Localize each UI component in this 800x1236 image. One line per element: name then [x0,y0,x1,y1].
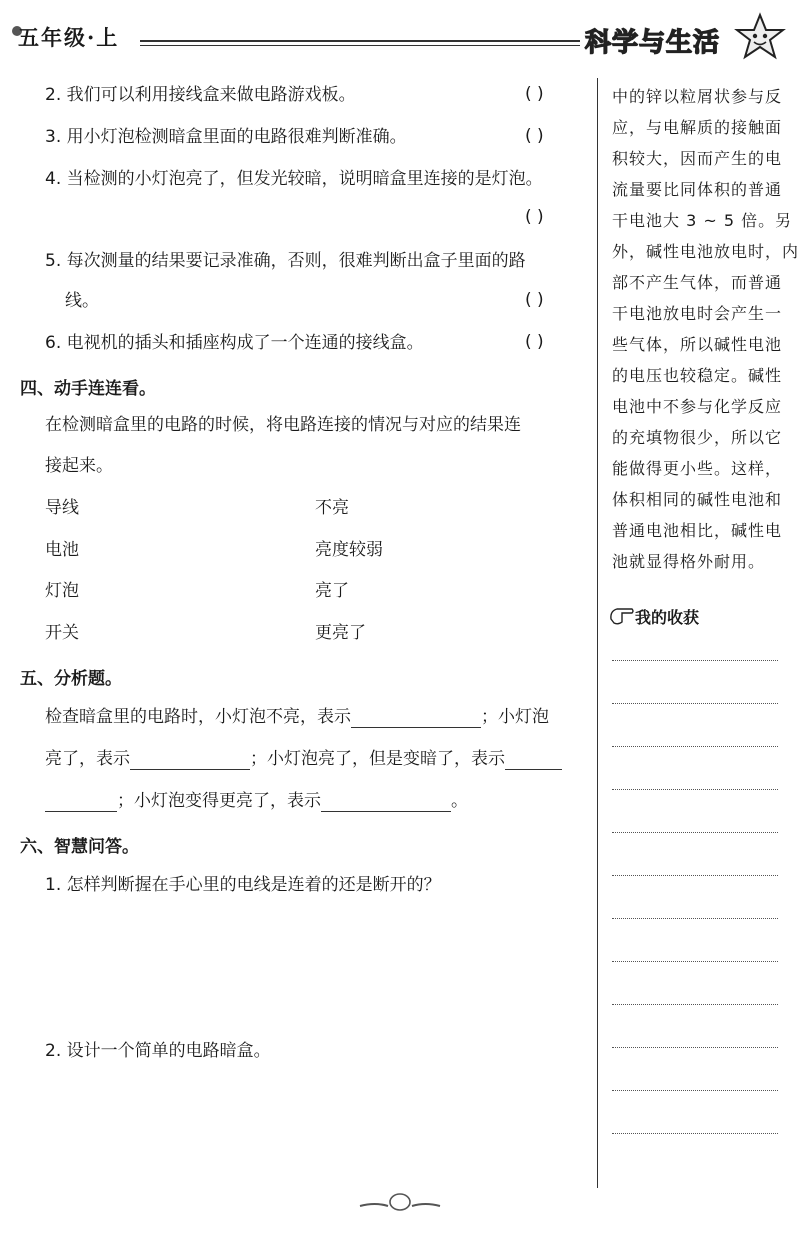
star-mascot-icon [732,12,788,62]
sidebar-text-line: 积较大，因而产生的电 [612,149,783,168]
answer-blank[interactable] [351,709,481,728]
analysis-text: ；小灯泡亮了，但是变暗了，表示 [250,749,505,769]
analysis-text: 。 [451,791,468,811]
analysis-text: 检查暗盒里的电路时，小灯泡不亮，表示 [45,707,351,727]
answer-blank[interactable] [130,751,250,770]
answer-area-1[interactable] [45,905,585,1025]
page-number-ornament [350,1192,450,1216]
sidebar-divider [597,78,598,1188]
answer-area-2[interactable] [45,1070,585,1180]
match-right-item[interactable]: 不亮 [315,498,349,518]
harvest-writing-line[interactable] [612,1004,778,1005]
header-rule-thin [140,45,580,46]
match-left-item[interactable]: 电池 [45,540,79,560]
judge-item-5-cont: 线。 [65,291,99,311]
sidebar-text-line: 流量要比同体积的普通 [612,180,783,199]
sidebar-text-line: 干电池放电时会产生一 [612,304,783,323]
harvest-writing-line[interactable] [612,660,778,661]
answer-paren[interactable]: ( ) [525,207,544,227]
grade-label: 五年级·上 [18,25,120,50]
section-title-4: 四、动手连连看。 [20,379,156,399]
question-2: 2. 设计一个简单的电路暗盒。 [45,1041,271,1061]
answer-paren[interactable]: ( ) [525,126,544,146]
question-1: 1. 怎样判断握在手心里的电线是连着的还是断开的？ [45,875,441,895]
match-left-item[interactable]: 导线 [45,498,79,518]
answer-paren[interactable]: ( ) [525,84,544,104]
header-rule [140,40,580,42]
match-right-item[interactable]: 亮度较弱 [315,540,383,560]
sidebar-text-line: 普通电池相比，碱性电 [612,521,783,540]
series-title: 科学与生活 [585,28,721,58]
answer-paren[interactable]: ( ) [525,332,544,352]
harvest-writing-line[interactable] [612,703,778,704]
judge-item-4: 4. 当检测的小灯泡亮了，但发光较暗，说明暗盒里连接的是灯泡。 [45,169,543,189]
match-right-item[interactable]: 更亮了 [315,623,366,643]
harvest-writing-line[interactable] [612,875,778,876]
harvest-writing-line[interactable] [612,1047,778,1048]
judge-item-6: 6. 电视机的插头和插座构成了一个连通的接线盒。 [45,333,424,353]
judge-item-2: 2. 我们可以利用接线盒来做电路游戏板。 [45,85,356,105]
pointing-hand-icon [608,603,636,627]
sidebar-text-line: 的电压也较稳定。碱性 [612,366,783,385]
analysis-text: ；小灯泡 [481,707,549,727]
judge-item-3: 3. 用小灯泡检测暗盒里面的电路很难判断准确。 [45,127,407,147]
sidebar-text-line: 部不产生气体，而普通 [612,273,783,292]
answer-blank[interactable] [321,793,451,812]
analysis-line-2 [45,748,562,770]
analysis-text: 亮了，表示 [45,749,130,769]
sidebar-text-line: 池就显得格外耐用。 [612,552,766,571]
harvest-writing-line[interactable] [612,1090,778,1091]
section-title-5: 五、分析题。 [20,669,122,689]
harvest-title: 我的收获 [635,608,700,627]
match-right-item[interactable]: 亮了 [315,581,349,601]
match-left-item[interactable]: 开关 [45,623,79,643]
judge-item-5: 5. 每次测量的结果要记录准确，否则，很难判断出盒子里面的路 [45,251,526,271]
answer-blank[interactable] [45,793,117,812]
sidebar-text-line: 干电池大 3 ~ 5 倍。另 [612,211,793,230]
harvest-writing-line[interactable] [612,918,778,919]
harvest-writing-line[interactable] [612,1133,778,1134]
section-title-6: 六、智慧问答。 [20,837,139,857]
analysis-line-3 [45,790,468,812]
match-left-item[interactable]: 灯泡 [45,581,79,601]
harvest-writing-line[interactable] [612,961,778,962]
sidebar-text-line: 电池中不参与化学反应 [612,397,783,416]
harvest-writing-line[interactable] [612,746,778,747]
sidebar-text-line: 体积相同的碱性电池和 [612,490,783,509]
sidebar-text-line: 应，与电解质的接触面 [612,118,783,137]
harvest-writing-line[interactable] [612,789,778,790]
sidebar-text-line: 的充填物很少，所以它 [612,428,783,447]
analysis-text: ；小灯泡变得更亮了，表示 [117,791,321,811]
answer-blank[interactable] [505,751,562,770]
sidebar-text-line: 外，碱性电池放电时，内 [612,242,800,261]
analysis-line-1 [45,706,549,728]
sidebar-text-line: 些气体，所以碱性电池 [612,335,783,354]
sidebar-text-line: 能做得更小些。这样， [612,459,783,478]
matching-intro-cont: 接起来。 [45,456,113,476]
answer-paren[interactable]: ( ) [525,290,544,310]
matching-intro: 在检测暗盒里的电路的时候，将电路连接的情况与对应的结果连 [45,415,521,435]
harvest-writing-line[interactable] [612,832,778,833]
sidebar-text-line: 中的锌以粒屑状参与反 [612,87,783,106]
